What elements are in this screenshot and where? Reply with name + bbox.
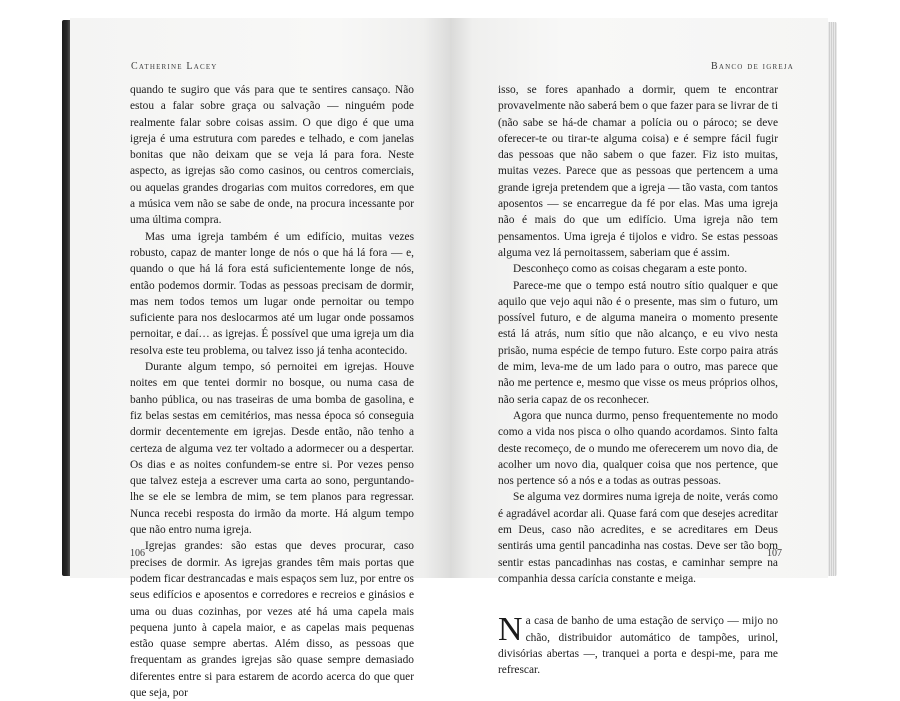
paragraph: quando te sugiro que vás para que te sentires cansaço. Não estou a falar sobre graça ou salvação — ninguém pode realmente falar sobre coisas assim. O que digo é que uma igreja é uma estrutura com paredes e telhado, e com janelas bonitas que não deixam que se veja lá para fora. Neste aspecto, as igrejas são como casinos, ou centros comerciais, ou aquelas grandes drogarias com muitos corredores, em que a música vem não se sabe de onde, na procura incessante por uma última compra. (130, 84, 414, 227)
paragraph: Parece-me que o tempo está noutro sítio qualquer e que aquilo que vejo aqui não é o presente, mas sim o futuro, um possível futuro, e de alguma maneira o momento presente está lá atrás, num sítio que não alcanço, e eu vivo nesta prisão, numa espécie de tempo futuro. Este corpo paira atrás de mim, leva-me de um lado para o outro, mas parece que não me pertence e, mesmo que visse os meus próprios olhos, não seria capaz de os reconhecer. (498, 279, 778, 406)
paragraph: Mas uma igreja também é um edifício, muitas vezes robusto, capaz de manter longe de nós o que há lá fora — e, quando o que há lá fora está suficientemente longe de nós, então podemos dormir. Todas as pessoas precisam de dormir, mas nem todos temos um lugar onde pernoitar ou tempo suficiente para nos deslocarmos até um lugar onde possamos pernoitar, e daí… as igrejas. É possível que uma igreja um dia resolva este teu problema, ou talvez isso já tenha acontecido. (130, 230, 414, 357)
section-opening-paragraph (498, 613, 778, 678)
drop-cap: N (498, 611, 523, 649)
left-text-block (130, 82, 414, 701)
paragraph: Agora que nunca durmo, penso frequentemente no modo como a vida nos pisca o olho quando acordamos. Sinto falta deste recomeço, de o mundo me oferecerem um novo dia, de acolher um novo dia, qualquer coisa que nos pertence, que nos pertence só a nós e a todas as outras pessoas. (498, 409, 778, 488)
right-text-block (498, 82, 778, 678)
left-page (70, 18, 450, 699)
page-number: 107 (767, 548, 782, 559)
paragraph: Se alguma vez dormires numa igreja de noite, verás como é agradável acordar ali. Quase fará com que desejes acreditar em Deus, caso não acredites, e se acreditares em Deus sentirás uma gentil pancadinha nas costas. Deve ser tão bom sentir estas pancadinhas nas costas, e caminhar sempre na companhia dessa carícia constante e meiga. (498, 491, 778, 585)
page-number: 106 (130, 548, 145, 559)
paragraph: isso, se fores apanhado a dormir, quem te encontrar provavelmente não saberá bem o que fazer para se livrar de ti (não sabe se há-de chamar a polícia ou o pároco; se deve oferecer-te ou tirar-te alguma coisa) e é sempre fácil fugir das pessoas que não sabem o que fazer. Fiz isto muitas, muitas vezes. Parece que as pessoas que pertencem a uma grande igreja pretendem que a igreja — tão vasta, com tantos aposentos — se encarregue da fé por elas. Mas uma igreja não é mais do que um edifício. Uma igreja não tem pensamentos. Uma igreja é tijolos e vidro. Se estas pessoas alguma vez lá pernoitassem, saberiam que é assim. (498, 84, 778, 259)
paragraph: Durante algum tempo, só pernoitei em igrejas. Houve noites em que tentei dormir no bosque, ou numa casa de banho pública, ou nas traseiras de uma bomba de gasolina, e fiz belas sestas em cemitérios, mas nessa época só conseguia dormir decentemente em igrejas. Desde então, não tenho a certeza de alguma vez ter voltado a adormecer ou a despertar. Os dias e as noites confundem-se entre si. Por vezes penso que talvez esteja a escrever uma carta ao sono, perguntando-lhe se ele se lembra de mim, se tem planos para regressar. Nunca recebi resposta do irmão da morte. Há algum tempo que não entro numa igreja. (130, 361, 414, 537)
paragraph: Desconheço como as coisas chegaram a este ponto. (513, 263, 748, 276)
running-head-title: Banco de igreja (711, 61, 794, 72)
paragraph: Igrejas grandes: são estas que deves procurar, caso precises de dormir. As igrejas grandes têm mais portas que podem ficar destrancadas e mais espaços sem luz, por entre os seus edifícios e aposentos e corredores e recreios e ginásios e uma ou duas cozinhas, por vezes até há uma capela mais pequena junto à capela maior, e as capelas mais pequenas estão quase sempre abertas. Além disso, as pessoas que frequentam as grandes igrejas são quase sempre demasiado diferentes entre si para estarem de acordo acerca do que quer que seja, por (130, 540, 414, 699)
running-head-author: Catherine Lacey (131, 61, 218, 72)
section-text: a casa de banho de uma estação de serviço — mijo no chão, distribuidor automático de tampões, urinol, divisórias abertas —, tranquei a porta e despi-me, para me refrescar. (498, 615, 778, 677)
right-page (450, 18, 828, 677)
